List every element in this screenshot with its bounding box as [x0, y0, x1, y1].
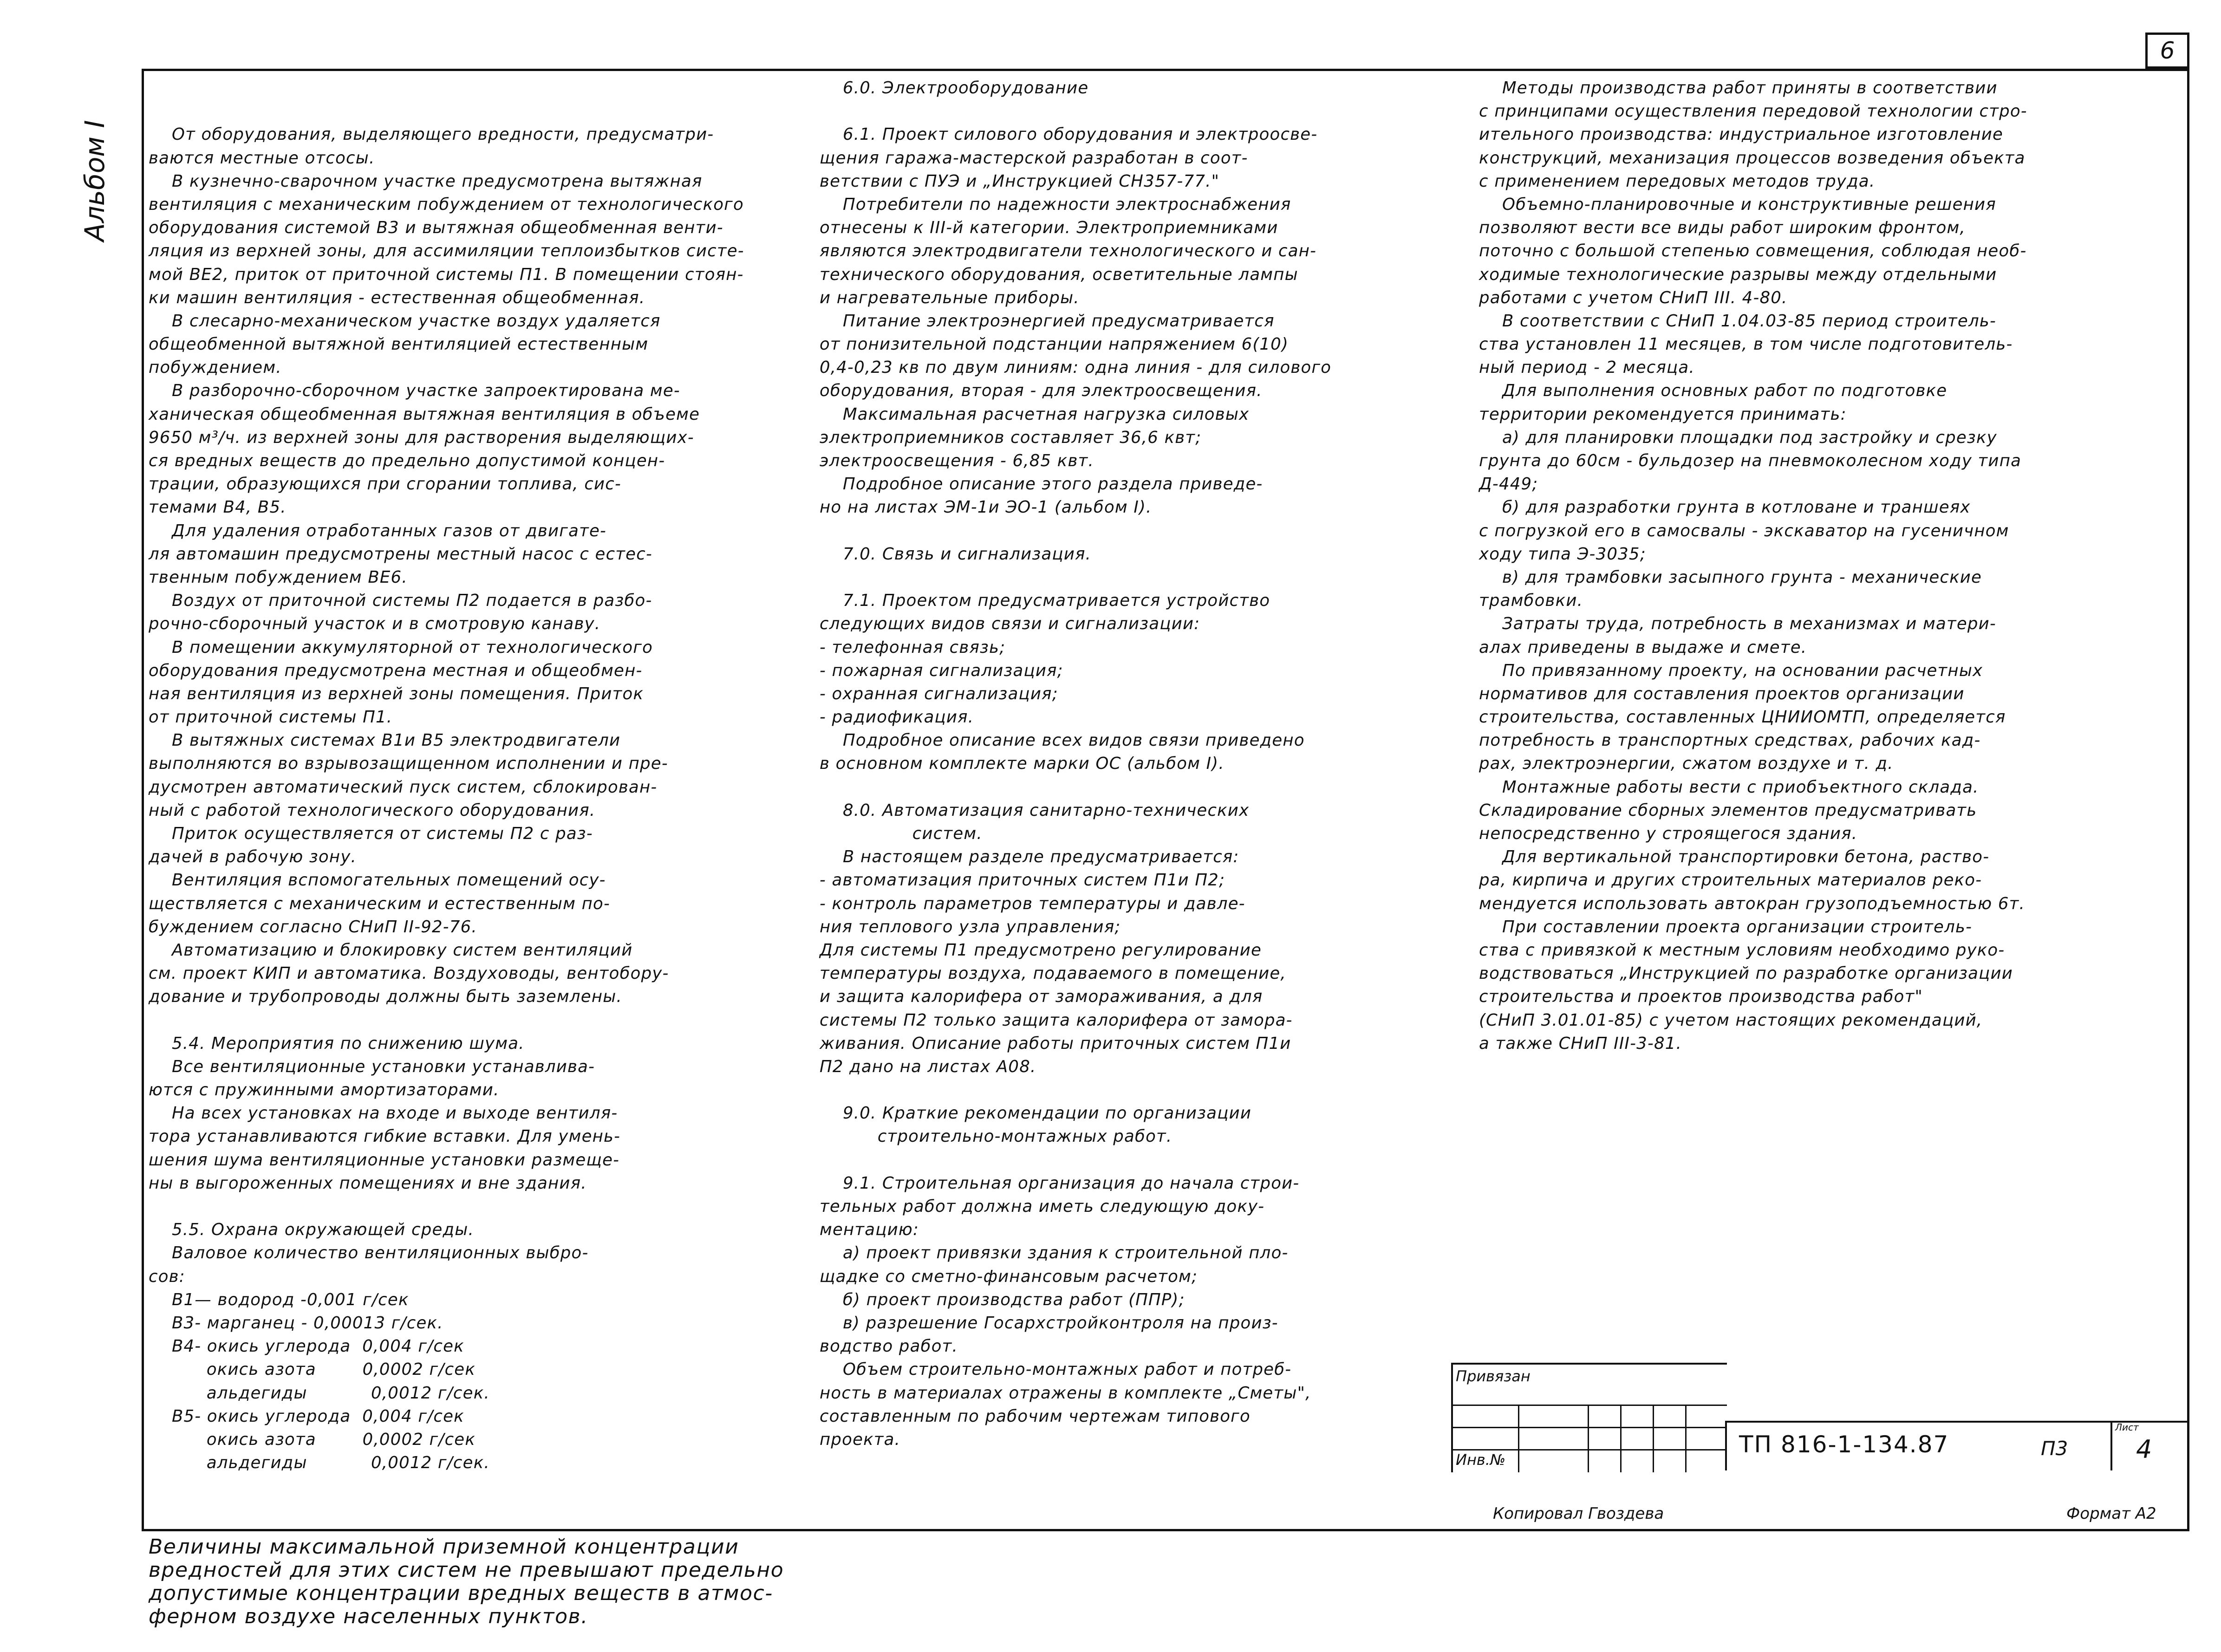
- list-number: 4: [2136, 1435, 2152, 1464]
- text-line: ительного производства: индустриальное изготовление: [1479, 125, 2004, 144]
- text-line: живания. Описание работы приточных систем П1и: [820, 1034, 1291, 1053]
- text-line: грунта до 60см - бульдозер на пневмоколесном ходу типа: [1479, 451, 2022, 470]
- text-line: ля автомашин предусмотрены местный насос с естес-: [149, 544, 652, 564]
- text-line: отнесены к III-й категории. Электроприемниками: [820, 218, 1278, 238]
- text-line: ферном воздухе населенных пунктов.: [149, 1605, 588, 1629]
- text-line: - радиофикация.: [820, 708, 974, 727]
- text-line: В5- окись углерода 0,004 г/сек: [149, 1406, 464, 1426]
- text-line: - телефонная связь;: [820, 637, 1006, 657]
- text-line: трамбовки.: [1479, 591, 1583, 611]
- text-line: [820, 776, 1456, 799]
- text-line: см. проект КИП и автоматика. Воздуховоды, вентобору-: [149, 964, 669, 983]
- text-line: Подробное описание этого раздела приведе-: [820, 475, 1263, 494]
- text-line: а) для планировки площадки под застройку и срезку: [1479, 428, 1997, 447]
- text-line: Для системы П1 предусмотрено регулирование: [820, 940, 1262, 960]
- column-1-lines: [149, 123, 799, 1475]
- text-line: В разборочно-сборочном участке запроектирована ме-: [149, 381, 680, 401]
- text-line: оборудования предусмотрена местная и общеобмен-: [149, 661, 643, 680]
- text-line: Максимальная расчетная нагрузка силовых: [820, 404, 1250, 424]
- text-line: оборудования, вторая - для электроосвещения.: [820, 381, 1263, 401]
- text-line: темами В4, В5.: [149, 498, 287, 517]
- text-line: от приточной системы П1.: [149, 708, 393, 727]
- text-line: общеобменной вытяжной вентиляцией естественным: [149, 335, 649, 354]
- text-line: щадке со сметно-финансовым расчетом;: [820, 1267, 1198, 1286]
- text-line: - автоматизация приточных систем П1и П2;: [820, 871, 1225, 890]
- album-label: Альбом I: [79, 120, 111, 241]
- text-line: Монтажные работы вести с приобъектного склада.: [1479, 777, 1979, 797]
- text-line: ются с пружинными амортизаторами.: [149, 1080, 500, 1100]
- text-line: [820, 566, 1456, 589]
- privyazan-label: Привязан: [1456, 1367, 1531, 1385]
- text-line: оборудования системой В3 и вытяжная общеобменная венти-: [149, 218, 723, 238]
- text-line: 9650 м³/ч. из верхней зоны для растворения выделяющих-: [149, 428, 694, 447]
- text-line: тельных работ должна иметь следующую доку-: [820, 1197, 1265, 1216]
- text-line: мендуется использовать автокран грузоподъемностью 6т.: [1479, 894, 2025, 913]
- text-line: выполняются во взрывозащищенном исполнении и пре-: [149, 754, 668, 774]
- text-line: В помещении аккумуляторной от технологического: [149, 637, 653, 657]
- text-line: ваются местные отсосы.: [149, 148, 375, 168]
- list-label: Лист: [2115, 1422, 2139, 1433]
- text-column-2: [820, 77, 1456, 1451]
- text-line: нормативов для составления проектов организации: [1479, 684, 1965, 703]
- text-line: Для удаления отработанных газов от двигате-: [149, 521, 607, 540]
- inventory-label: Инв.№: [1456, 1451, 1506, 1469]
- text-line: тора устанавливаются гибкие вставки. Для умень-: [149, 1127, 621, 1146]
- text-line: По привязанному проекту, на основании расчетных: [1479, 661, 1983, 680]
- text-line: электроприемников составляет 36,6 квт;: [820, 428, 1202, 447]
- text-line: мой ВЕ2, приток от приточной системы П1. В помещении стоян-: [149, 265, 744, 284]
- text-line: в) для трамбовки засыпного грунта - механические: [1479, 567, 1982, 587]
- text-line: 6.0. Электрооборудование: [820, 78, 1089, 98]
- text-line: с принципами осуществления передовой технологии стро-: [1479, 102, 2027, 121]
- text-line: ный с работой технологического оборудования.: [149, 800, 596, 820]
- text-line: В3- марганец - 0,00013 г/сек.: [149, 1313, 443, 1333]
- text-line: щения гаража-мастерской разработан в соот-: [820, 148, 1248, 168]
- text-line: строительства и проектов производства работ": [1479, 987, 1923, 1007]
- text-line: Для выполнения основных работ по подготовке: [1479, 381, 1947, 401]
- text-line: - контроль параметров температуры и давле-: [820, 894, 1245, 913]
- text-line: 6.1. Проект силового оборудования и электроосве-: [820, 125, 1318, 144]
- text-line: [820, 100, 1456, 123]
- text-line: Валовое количество вентиляционных выбро-: [149, 1243, 589, 1263]
- text-line: а также СНиП III-3-81.: [1479, 1034, 1682, 1053]
- text-line: Воздух от приточной системы П2 подается в разбо-: [149, 591, 652, 611]
- text-line: Д-449;: [1479, 475, 1538, 494]
- text-line: ная вентиляция из верхней зоны помещения. Приток: [149, 684, 644, 703]
- text-line: территории рекомендуется принимать:: [1479, 404, 1847, 424]
- text-line: рах, электроэнергии, сжатом воздухе и т. д.: [1479, 754, 1894, 774]
- text-line: 9.1. Строительная организация до начала строи-: [820, 1173, 1300, 1193]
- text-line: дование и трубопроводы должны быть заземлены.: [149, 987, 622, 1007]
- text-line: В кузнечно-сварочном участке предусмотрена вытяжная: [149, 171, 703, 191]
- text-line: Объем строительно-монтажных работ и потреб-: [820, 1360, 1292, 1379]
- text-line: окись азота 0,0002 г/сек: [149, 1430, 475, 1449]
- text-line: (СНиП 3.01.01-85) с учетом настоящих рекомендаций,: [1479, 1010, 1983, 1030]
- text-line: [149, 1195, 799, 1218]
- text-line: 8.0. Автоматизация санитарно-технических: [820, 800, 1250, 820]
- text-line: системы П2 только защита калорифера от замора-: [820, 1010, 1293, 1030]
- text-line: П2 дано на листах А08.: [820, 1057, 1036, 1076]
- text-line: в основном комплекте марки ОС (альбом I).: [820, 754, 1224, 774]
- text-line: трации, образующихся при сгорании топлива, сис-: [149, 475, 622, 494]
- text-line: Автоматизацию и блокировку систем вентиляций: [149, 940, 633, 960]
- text-line: проекта.: [820, 1430, 901, 1449]
- text-line: При составлении проекта организации строитель-: [1479, 917, 1973, 937]
- text-line: твенным побуждением ВЕ6.: [149, 567, 408, 587]
- text-line: альдегиды 0,0012 г/сек.: [149, 1383, 490, 1403]
- text-column-1: [149, 77, 799, 1652]
- text-line: Складирование сборных элементов предусматривать: [1479, 800, 1977, 820]
- text-line: ветствии с ПУЭ и „Инструкцией СН357-77.": [820, 171, 1220, 191]
- text-line: Питание электроэнергией предусматривается: [820, 311, 1275, 331]
- column-3-lines: [1479, 77, 2162, 1055]
- text-line: шения шума вентиляционные установки размеще-: [149, 1150, 620, 1170]
- text-line: и защита калорифера от замораживания, а для: [820, 987, 1263, 1007]
- text-line: б) проект производства работ (ППР);: [820, 1290, 1185, 1309]
- text-line: дачей в рабочую зону.: [149, 847, 357, 867]
- text-line: 5.5. Охрана окружающей среды.: [149, 1220, 474, 1240]
- text-line: потребность в транспортных средствах, рабочих кад-: [1479, 731, 1981, 750]
- text-line: Методы производства работ приняты в соответствии: [1479, 78, 1998, 98]
- text-line: являются электродвигатели технологического и сан-: [820, 241, 1317, 261]
- text-line: 0,4-0,23 кв по двум линиям: одна линия - для силового: [820, 358, 1332, 377]
- text-line: б) для разработки грунта в котловане и траншеях: [1479, 498, 1971, 517]
- text-line: с погрузкой его в самосвалы - экскаватор на гусеничном: [1479, 521, 2009, 540]
- text-line: В настоящем разделе предусматривается:: [820, 847, 1239, 867]
- text-line: но на листах ЭМ-1и ЭО-1 (альбом I).: [820, 498, 1152, 517]
- text-line: В слесарно-механическом участке воздух удаляется: [149, 311, 661, 331]
- text-line: - пожарная сигнализация;: [820, 661, 1063, 680]
- text-line: следующих видов связи и сигнализации:: [820, 614, 1200, 634]
- text-line: Приток осуществляется от системы П2 с раз-: [149, 824, 593, 844]
- text-line: [820, 1079, 1456, 1102]
- text-line: ра, кирпича и других строительных материалов реко-: [1479, 871, 1982, 890]
- text-line: Все вентиляционные установки устанавлива-: [149, 1057, 595, 1076]
- text-line: от понизительной подстанции напряжением 6(10): [820, 335, 1289, 354]
- text-line: окись азота 0,0002 г/сек: [149, 1360, 475, 1379]
- text-line: алах приведены в выдаже и смете.: [1479, 637, 1807, 657]
- text-line: составленным по рабочим чертежам типового: [820, 1406, 1251, 1426]
- text-line: От оборудования, выделяющего вредности, предусматри-: [149, 125, 714, 144]
- text-line: ния теплового узла управления;: [820, 917, 1121, 937]
- text-line: работами с учетом СНиП III. 4-80.: [1479, 288, 1788, 307]
- text-line: Потребители по надежности электроснабжения: [820, 195, 1291, 214]
- text-line: водство работ.: [820, 1337, 958, 1356]
- text-line: позволяют вести все виды работ широким фронтом,: [1479, 218, 1966, 238]
- text-line: и нагревательные приборы.: [820, 288, 1080, 307]
- column-1-conclusion: [149, 1535, 799, 1629]
- text-line: Затраты труда, потребность в механизмах и матери-: [1479, 614, 1996, 634]
- text-line: В1— водород -0,001 г/сек: [149, 1290, 409, 1309]
- text-line: [149, 1009, 799, 1032]
- text-line: 7.0. Связь и сигнализация.: [820, 544, 1092, 564]
- text-line: - охранная сигнализация;: [820, 684, 1058, 703]
- text-line: конструкций, механизация процессов возведения объекта: [1479, 148, 2026, 168]
- text-line: непосредственно у строящегося здания.: [1479, 824, 1858, 843]
- project-code: ТП 816-1-134.87: [1739, 1431, 1949, 1458]
- text-line: строительно-монтажных работ.: [820, 1127, 1172, 1146]
- text-line: водствоваться „Инструкцией по разработке организации: [1479, 964, 2013, 983]
- text-line: ства установлен 11 месяцев, в том числе подготовитель-: [1479, 335, 2013, 354]
- text-line: Величины максимальной приземной концентрации: [149, 1535, 739, 1559]
- text-line: Подробное описание всех видов связи приведено: [820, 731, 1305, 750]
- text-line: а) проект привязки здания к строительной пло-: [820, 1243, 1289, 1263]
- sheet-number: 6: [2145, 33, 2189, 69]
- text-line: допустимые концентрации вредных веществ в атмос-: [149, 1581, 773, 1606]
- text-line: строительства, составленных ЦНИИОМТП, определяется: [1479, 708, 2006, 727]
- text-line: в) разрешение Госархстройконтроля на произ-: [820, 1313, 1278, 1333]
- text-line: 7.1. Проектом предусматривается устройство: [820, 591, 1270, 611]
- text-line: систем.: [820, 824, 983, 843]
- text-line: [820, 1149, 1456, 1172]
- text-line: ность в материалах отражены в комплекте „Сметы",: [820, 1383, 1311, 1403]
- text-line: [820, 520, 1456, 543]
- text-line: ки машин вентиляция - естественная общеобменная.: [149, 288, 645, 307]
- text-line: ментацию:: [820, 1220, 919, 1240]
- text-line: ходу типа Э-3035;: [1479, 544, 1646, 564]
- text-line: технического оборудования, осветительные лампы: [820, 265, 1298, 284]
- text-line: Объемно-планировочные и конструктивные решения: [1479, 195, 1996, 214]
- text-line: 5.4. Мероприятия по снижению шума.: [149, 1034, 525, 1053]
- text-line: ляция из верхней зоны, для ассимиляции теплоизбытков систе-: [149, 241, 744, 261]
- text-line: электроосвещения - 6,85 квт.: [820, 451, 1094, 470]
- text-line: буждением согласно СНиП II-92-76.: [149, 917, 477, 937]
- text-line: ны в выгороженных помещениях и вне здания.: [149, 1173, 587, 1193]
- text-line: В4- окись углерода 0,004 г/сек: [149, 1337, 464, 1356]
- copied-by: Копировал Гвоздева: [1493, 1504, 1664, 1523]
- text-column-3: [1479, 77, 2162, 1055]
- text-line: поточно с большой степенью совмещения, соблюдая необ-: [1479, 241, 2027, 261]
- paper-format: Формат А2: [2066, 1504, 2156, 1523]
- text-line: На всех установках на входе и выходе вентиля-: [149, 1104, 618, 1123]
- text-line: ходимые технологические разрывы между отдельными: [1479, 265, 1997, 284]
- text-line: Для вертикальной транспортировки бетона, раство-: [1479, 847, 1990, 867]
- stage-code: П3: [2041, 1437, 2068, 1460]
- text-line: В вытяжных системах В1и В5 электродвигатели: [149, 731, 621, 750]
- text-line: температуры воздуха, подаваемого в помещение,: [820, 964, 1286, 983]
- text-line: ный период - 2 месяца.: [1479, 358, 1695, 377]
- text-line: побуждением.: [149, 358, 282, 377]
- text-line: ства с привязкой к местным условиям необходимо руко-: [1479, 940, 2005, 960]
- text-line: вентиляция с механическим побуждением от технологического: [149, 195, 744, 214]
- text-line: рочно-сборочный участок и в смотровую канаву.: [149, 614, 601, 634]
- text-line: альдегиды 0,0012 г/сек.: [149, 1453, 490, 1473]
- text-line: ся вредных веществ до предельно допустимой концен-: [149, 451, 665, 471]
- text-line: 9.0. Краткие рекомендации по организации: [820, 1104, 1252, 1123]
- text-line: дусмотрен автоматический пуск систем, сблокирован-: [149, 777, 658, 797]
- text-line: Вентиляция вспомогательных помещений осу-: [149, 871, 606, 890]
- text-line: ханическая общеобменная вытяжная вентиляция в объеме: [149, 404, 700, 424]
- text-line: с применением передовых методов труда.: [1479, 171, 1876, 191]
- text-line: В соответствии с СНиП 1.04.03-85 период строитель-: [1479, 311, 1996, 331]
- text-line: сов:: [149, 1267, 185, 1286]
- text-line: ществляется с механическим и естественным по-: [149, 894, 610, 913]
- text-line: вредностей для этих систем не превышают предельно: [149, 1558, 784, 1582]
- column-2-lines: [820, 77, 1456, 1451]
